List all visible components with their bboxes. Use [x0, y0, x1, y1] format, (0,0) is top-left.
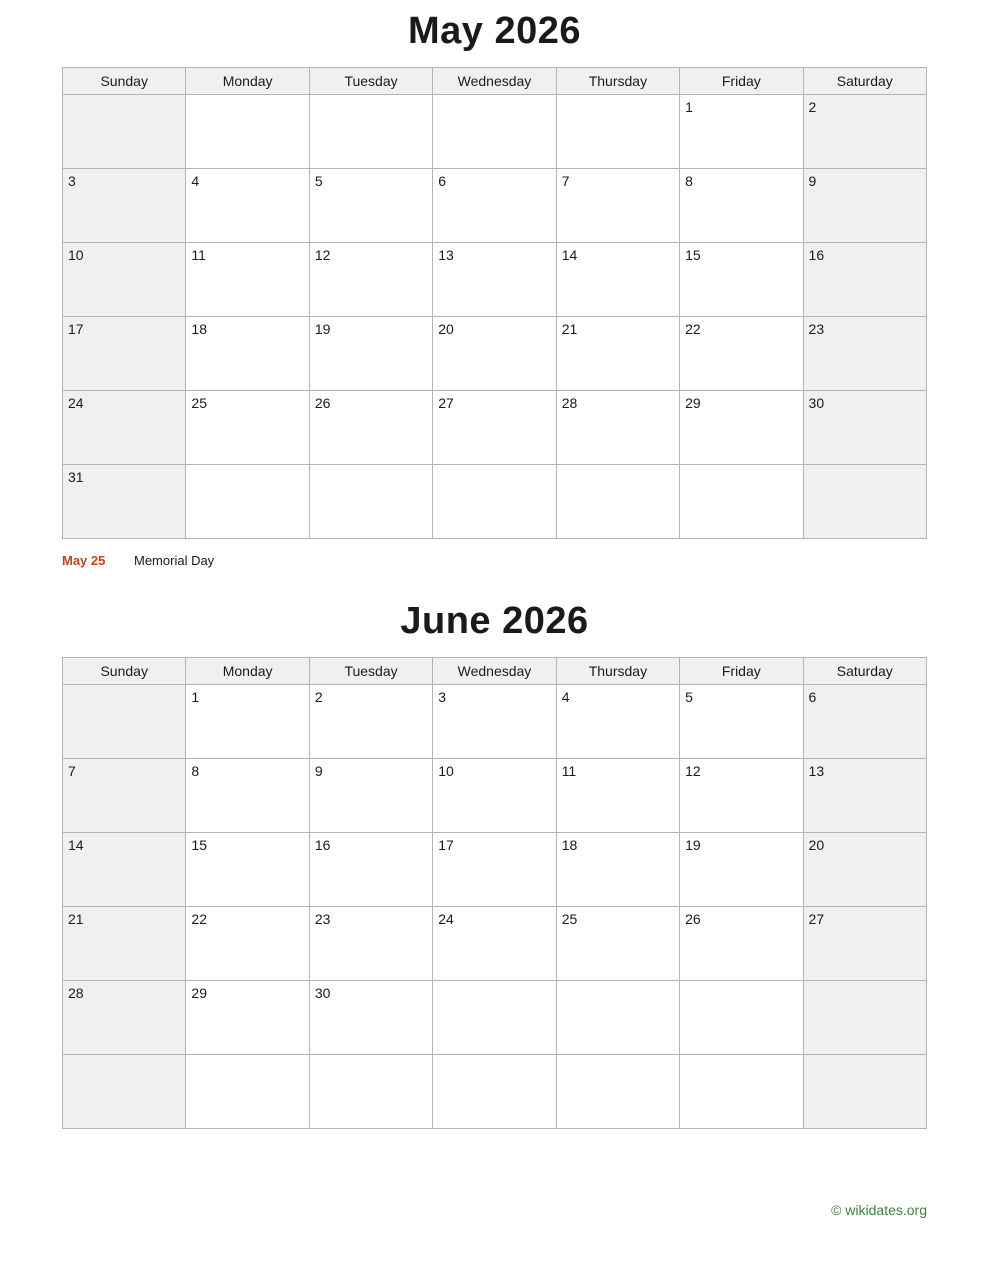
day-cell[interactable]: 1	[680, 95, 803, 169]
weekday-tuesday: Tuesday	[309, 68, 432, 95]
day-cell[interactable]	[63, 95, 186, 169]
day-cell[interactable]: 28	[63, 981, 186, 1055]
calendar-table-june	[62, 657, 927, 1129]
calendar-week-row	[63, 465, 927, 539]
day-cell[interactable]: 27	[433, 391, 556, 465]
day-cell[interactable]: 25	[556, 907, 679, 981]
holiday-date: May 25	[62, 553, 106, 568]
day-cell[interactable]: 25	[186, 391, 309, 465]
calendar-week-row	[63, 391, 927, 465]
day-cell[interactable]: 20	[433, 317, 556, 391]
day-cell[interactable]: 11	[556, 759, 679, 833]
day-cell[interactable]: 12	[680, 759, 803, 833]
footer-credit[interactable]	[831, 1202, 927, 1218]
day-cell[interactable]: 1	[186, 685, 309, 759]
day-cell[interactable]: 15	[680, 243, 803, 317]
day-cell[interactable]: 18	[186, 317, 309, 391]
day-cell[interactable]: 18	[556, 833, 679, 907]
day-cell[interactable]: 24	[63, 391, 186, 465]
day-cell[interactable]: 16	[803, 243, 926, 317]
day-cell[interactable]: 5	[309, 169, 432, 243]
day-cell[interactable]: 14	[63, 833, 186, 907]
weekday-header-row	[63, 68, 927, 95]
month-title-may: May 2026	[407, 10, 581, 52]
copyright-icon: ©	[831, 1202, 842, 1218]
calendar-week-row	[63, 243, 927, 317]
day-cell[interactable]: 7	[556, 169, 679, 243]
calendar-week-row	[63, 1055, 927, 1129]
day-cell[interactable]: 10	[433, 759, 556, 833]
day-cell[interactable]: 11	[186, 243, 309, 317]
weekday-monday: Monday	[186, 658, 309, 685]
calendar-wrapper-june	[0, 657, 989, 1129]
day-cell[interactable]: 22	[680, 317, 803, 391]
weekday-friday: Friday	[680, 68, 803, 95]
day-cell[interactable]: 4	[556, 685, 679, 759]
calendar-week-row	[63, 833, 927, 907]
section-spacer	[0, 568, 989, 590]
day-cell[interactable]: 26	[309, 391, 432, 465]
day-cell[interactable]: 26	[680, 907, 803, 981]
day-cell[interactable]: 22	[186, 907, 309, 981]
day-cell[interactable]: 21	[556, 317, 679, 391]
day-cell[interactable]: 23	[309, 907, 432, 981]
day-cell[interactable]	[433, 981, 556, 1055]
day-cell[interactable]	[309, 95, 432, 169]
day-cell[interactable]	[63, 685, 186, 759]
day-cell[interactable]: 5	[680, 685, 803, 759]
weekday-saturday: Saturday	[803, 68, 926, 95]
day-cell[interactable]: 13	[433, 243, 556, 317]
day-cell[interactable]	[309, 465, 432, 539]
day-cell[interactable]: 28	[556, 391, 679, 465]
day-cell[interactable]: 23	[803, 317, 926, 391]
day-cell[interactable]: 14	[556, 243, 679, 317]
calendar-week-row	[63, 685, 927, 759]
day-cell[interactable]: 13	[803, 759, 926, 833]
day-cell[interactable]	[63, 1055, 186, 1129]
day-cell[interactable]	[186, 465, 309, 539]
calendar-table-may	[62, 67, 927, 539]
day-cell[interactable]	[803, 1055, 926, 1129]
day-cell[interactable]	[680, 981, 803, 1055]
calendar-week-row	[63, 759, 927, 833]
day-cell[interactable]	[433, 465, 556, 539]
day-cell[interactable]: 15	[186, 833, 309, 907]
weekday-sunday: Sunday	[63, 658, 186, 685]
day-cell[interactable]: 6	[433, 169, 556, 243]
day-cell[interactable]	[680, 1055, 803, 1129]
day-cell[interactable]: 20	[803, 833, 926, 907]
calendar-week-row	[63, 95, 927, 169]
weekday-thursday: Thursday	[556, 68, 679, 95]
day-cell[interactable]: 27	[803, 907, 926, 981]
footer-site-name[interactable]: wikidates.org	[845, 1202, 927, 1218]
weekday-monday: Monday	[186, 68, 309, 95]
day-cell[interactable]	[556, 981, 679, 1055]
day-cell[interactable]	[803, 981, 926, 1055]
day-cell[interactable]	[556, 465, 679, 539]
weekday-thursday: Thursday	[556, 658, 679, 685]
day-cell[interactable]	[309, 1055, 432, 1129]
weekday-saturday: Saturday	[803, 658, 926, 685]
day-cell[interactable]: 30	[803, 391, 926, 465]
day-cell[interactable]: 29	[680, 391, 803, 465]
day-cell[interactable]	[680, 465, 803, 539]
day-cell[interactable]: 17	[63, 317, 186, 391]
month-title-june: June 2026	[400, 600, 589, 642]
day-cell[interactable]: 9	[309, 759, 432, 833]
month-block-may	[0, 0, 989, 568]
calendar-week-row	[63, 981, 927, 1055]
day-cell[interactable]: 8	[680, 169, 803, 243]
weekday-wednesday: Wednesday	[433, 658, 556, 685]
day-cell[interactable]: 10	[63, 243, 186, 317]
calendar-week-row	[63, 317, 927, 391]
month-block-june	[0, 590, 989, 1129]
day-cell[interactable]: 16	[309, 833, 432, 907]
day-cell[interactable]: 29	[186, 981, 309, 1055]
day-cell[interactable]	[803, 465, 926, 539]
day-cell[interactable]	[433, 1055, 556, 1129]
day-cell[interactable]: 31	[63, 465, 186, 539]
day-cell[interactable]: 24	[433, 907, 556, 981]
weekday-friday: Friday	[680, 658, 803, 685]
day-cell[interactable]: 19	[680, 833, 803, 907]
day-cell[interactable]: 7	[63, 759, 186, 833]
day-cell[interactable]	[186, 1055, 309, 1129]
day-cell[interactable]	[556, 1055, 679, 1129]
day-cell[interactable]	[186, 95, 309, 169]
holiday-name: Memorial Day	[134, 553, 215, 568]
day-cell[interactable]: 3	[433, 685, 556, 759]
weekday-wednesday: Wednesday	[433, 68, 556, 95]
day-cell[interactable]: 17	[433, 833, 556, 907]
day-cell[interactable]: 6	[803, 685, 926, 759]
weekday-header-row	[63, 658, 927, 685]
weekday-tuesday: Tuesday	[309, 658, 432, 685]
day-cell[interactable]: 30	[309, 981, 432, 1055]
day-cell[interactable]	[556, 95, 679, 169]
day-cell[interactable]: 9	[803, 169, 926, 243]
day-cell[interactable]: 19	[309, 317, 432, 391]
day-cell[interactable]: 2	[309, 685, 432, 759]
day-cell[interactable]	[433, 95, 556, 169]
day-cell[interactable]: 3	[63, 169, 186, 243]
holiday-entry	[0, 539, 989, 568]
day-cell[interactable]: 12	[309, 243, 432, 317]
calendar-wrapper-may	[0, 67, 989, 539]
day-cell[interactable]: 2	[803, 95, 926, 169]
calendar-week-row	[63, 907, 927, 981]
weekday-sunday: Sunday	[63, 68, 186, 95]
day-cell[interactable]: 21	[63, 907, 186, 981]
day-cell[interactable]: 8	[186, 759, 309, 833]
day-cell[interactable]: 4	[186, 169, 309, 243]
calendar-week-row	[63, 169, 927, 243]
